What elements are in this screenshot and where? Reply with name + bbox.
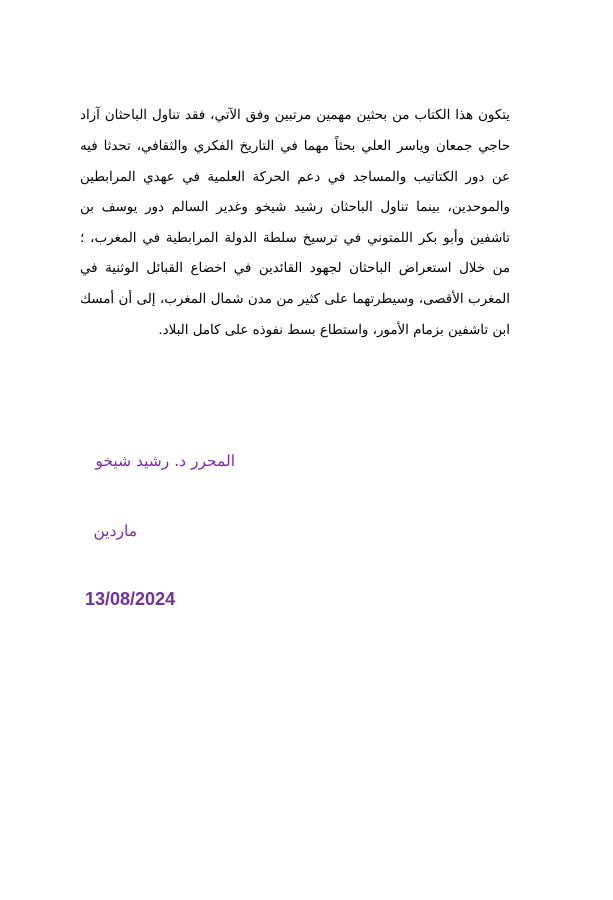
signature-date: 13/08/2024	[85, 589, 176, 609]
body-paragraph: يتكون هذا الكتاب من بحثين مهمين مرتبين وفق الآتي، فقد تناول الباحثان آزاد حاجي جمعان وياسر العلي بحثاً مهما في التاريخ الفكري والثقافي، تحدثا فيه عن دور الكتاتيب والمساجد في دعم الحركة العلمية في عهدي المرابطين والموحدين، بينما تناول الباحثان رشيد شيخو وغدير السالم دور يوسف بن تاشفين وأبو بكر اللمتوني في ترسيخ سلطة الدولة المرابطية في المغرب، ؛ من خلال استعراض الباحثان لجهود القائدين في اخضاع القبائل الوثنية في المغرب الأقصى، وسيطرتهما على كثير من مدن شمال المغرب، إلى أن أمسك ابن تاشفين بزمام الأمور، واستطاع بسط نفوذه على كامل البلاد.	[80, 108, 510, 338]
editor-signature: المحرر د. رشيد شيخو	[95, 452, 235, 470]
signature-city: ماردين	[93, 522, 137, 540]
